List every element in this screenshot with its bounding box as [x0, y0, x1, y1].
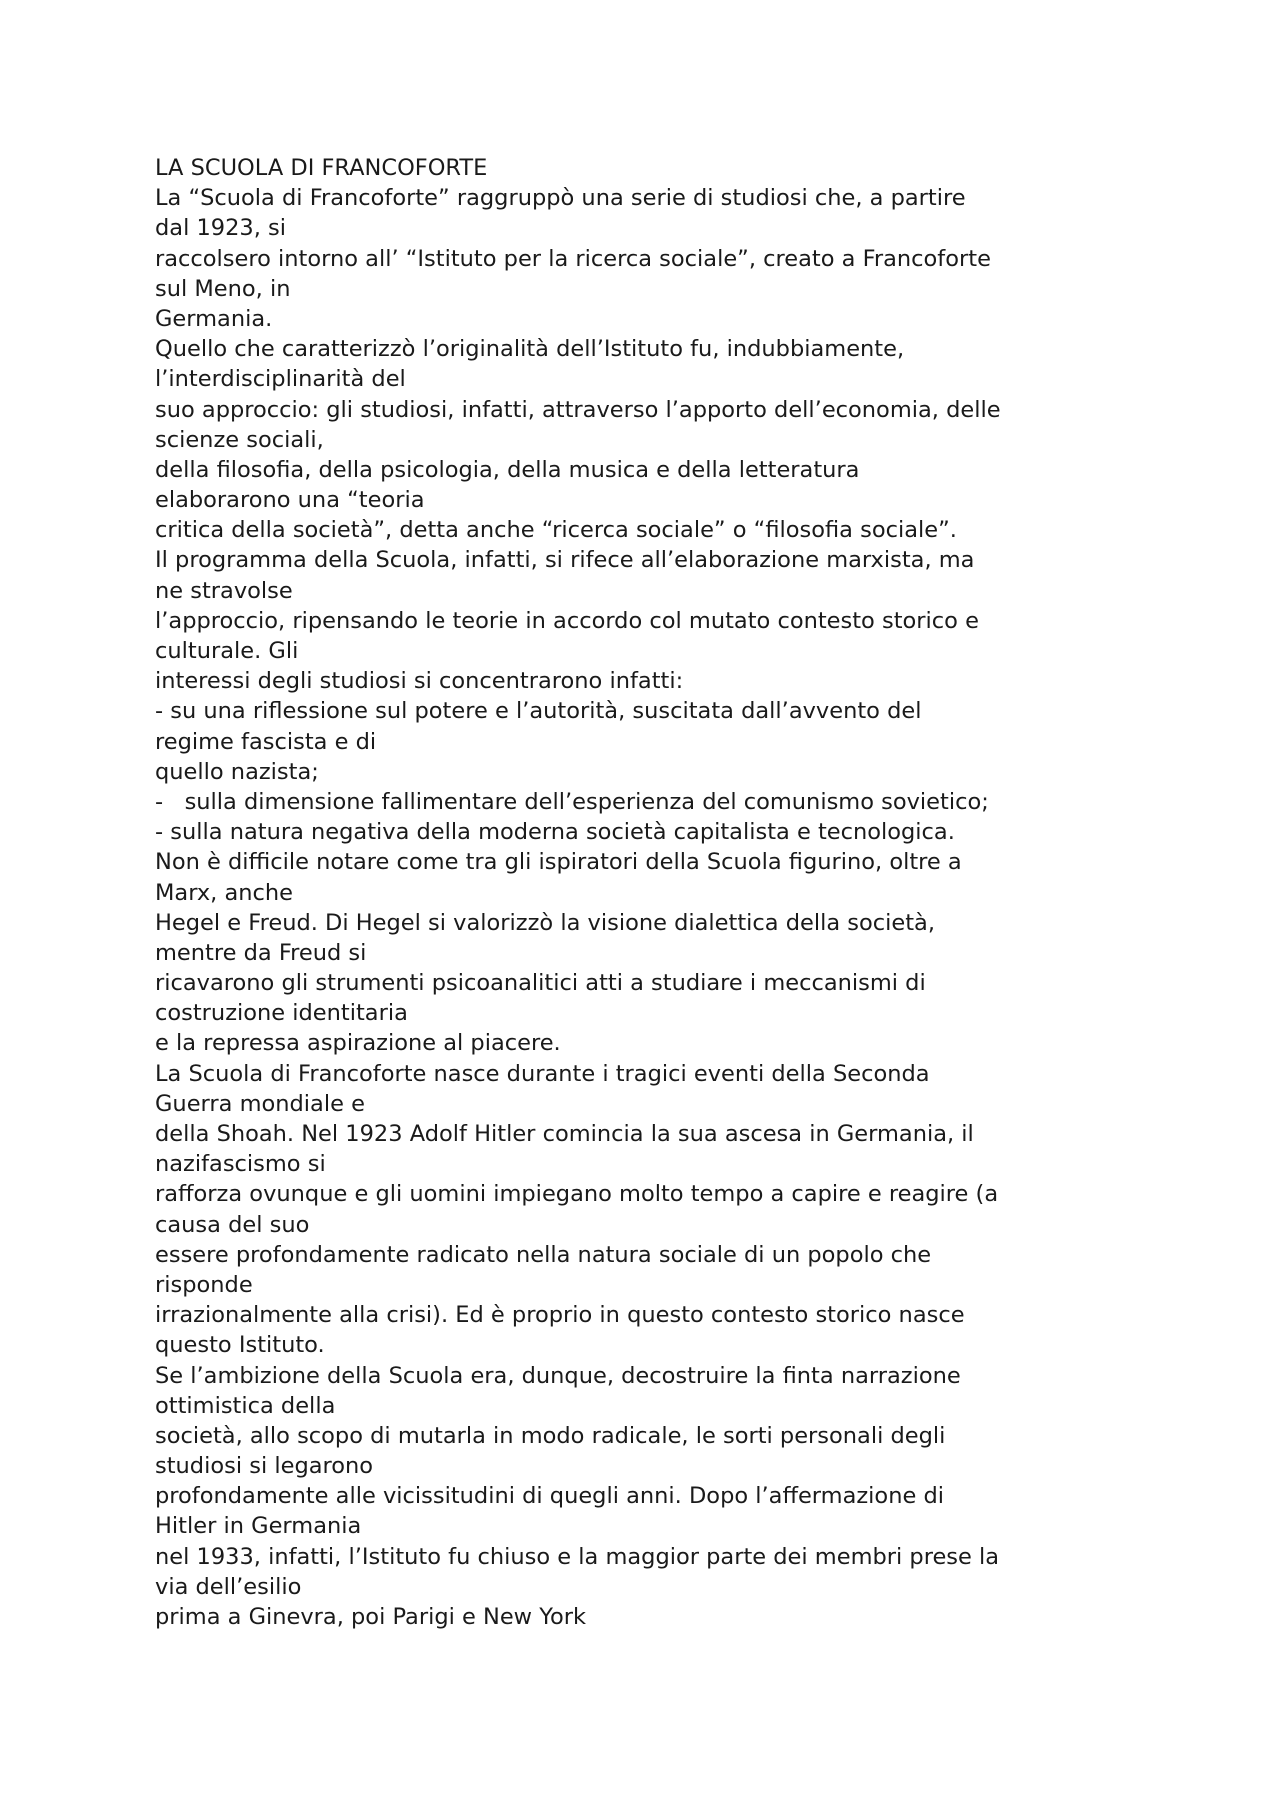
text-line: La “Scuola di Francoforte” raggruppò una serie di studiosi che, a partire [155, 185, 966, 212]
text-line: via dell’esilio [155, 1573, 302, 1600]
text-line: risponde [155, 1271, 253, 1298]
text-line: - sulla natura negativa della moderna società capitalista e tecnologica. [155, 819, 955, 846]
text-line: mentre da Freud si [155, 939, 367, 966]
text-line: irrazionalmente alla crisi). Ed è proprio in questo contesto storico nasce [155, 1302, 965, 1329]
text-line: rafforza ovunque e gli uomini impiegano molto tempo a capire e reagire (a [155, 1181, 999, 1208]
text-line: questo Istituto. [155, 1332, 325, 1359]
text-line: ne stravolse [155, 577, 293, 604]
text-line: Hitler in Germania [155, 1513, 362, 1540]
text-line: elaborarono una “teoria [155, 487, 425, 514]
text-line: e la repressa aspirazione al piacere. [155, 1030, 561, 1057]
text-line: essere profondamente radicato nella natura sociale di un popolo che [155, 1241, 932, 1268]
text-line: nel 1933, infatti, l’Istituto fu chiuso e la maggior parte dei membri prese la [155, 1543, 1000, 1570]
text-line: l’interdisciplinarità del [155, 366, 406, 393]
text-line: scienze sociali, [155, 426, 324, 453]
text-line: profondamente alle vicissitudini di quegli anni. Dopo l’affermazione di [155, 1483, 944, 1510]
text-line: l’approccio, ripensando le teorie in accordo col mutato contesto storico e [155, 607, 979, 634]
text-line: Hegel e Freud. Di Hegel si valorizzò la visione dialettica della società, [155, 909, 935, 936]
text-line: Se l’ambizione della Scuola era, dunque, decostruire la finta narrazione [155, 1362, 961, 1389]
text-line: - su una riflessione sul potere e l’autorità, suscitata dall’avvento del [155, 698, 922, 725]
text-line: studiosi si legarono [155, 1453, 374, 1480]
text-line: critica della società”, detta anche “ricerca sociale” o “filosofia sociale”. [155, 517, 957, 544]
text-line: suo approccio: gli studiosi, infatti, attraverso l’apporto dell’economia, delle [155, 396, 1001, 423]
text-line: interessi degli studiosi si concentrarono infatti: [155, 668, 684, 695]
text-line: Marx, anche [155, 879, 293, 906]
document-title: LA SCUOLA DI FRANCOFORTE [155, 155, 488, 181]
text-line: sul Meno, in [155, 275, 291, 302]
text-line: ricavarono gli strumenti psicoanalitici atti a studiare i meccanismi di [155, 970, 926, 997]
text-line: società, allo scopo di mutarla in modo radicale, le sorti personali degli [155, 1422, 946, 1449]
document-body [155, 153, 1155, 1632]
text-line: della Shoah. Nel 1923 Adolf Hitler comincia la sua ascesa in Germania, il [155, 1121, 974, 1147]
text-line: Il programma della Scuola, infatti, si rifece all’elaborazione marxista, ma [155, 547, 975, 574]
text-line: raccolsero intorno all’ “Istituto per la ricerca sociale”, creato a Francoforte [155, 245, 991, 272]
text-line: - sulla dimensione fallimentare dell’esperienza del comunismo sovietico; [155, 788, 989, 815]
text-line: regime fascista e di [155, 728, 377, 755]
text-line: Quello che caratterizzò l’originalità dell’Istituto fu, indubbiamente, [155, 336, 905, 363]
text-line: dal 1923, si [155, 215, 287, 242]
text-line: prima a Ginevra, poi Parigi e New York [155, 1604, 587, 1630]
text-line: La Scuola di Francoforte nasce durante i tragici eventi della Seconda [155, 1060, 930, 1087]
text-line: quello nazista; [155, 758, 319, 785]
text-line: nazifascismo si [155, 1151, 326, 1178]
text-line: Germania. [155, 305, 273, 332]
text-line: culturale. Gli [155, 638, 299, 664]
text-line: Non è difficile notare come tra gli ispiratori della Scuola figurino, oltre a [155, 849, 962, 876]
text-line: della filosofia, della psicologia, della musica e della letteratura [155, 456, 860, 483]
text-line: causa del suo [155, 1211, 310, 1238]
text-line: ottimistica della [155, 1392, 336, 1419]
text-line: Guerra mondiale e [155, 1090, 365, 1117]
text-line: costruzione identitaria [155, 1000, 408, 1027]
